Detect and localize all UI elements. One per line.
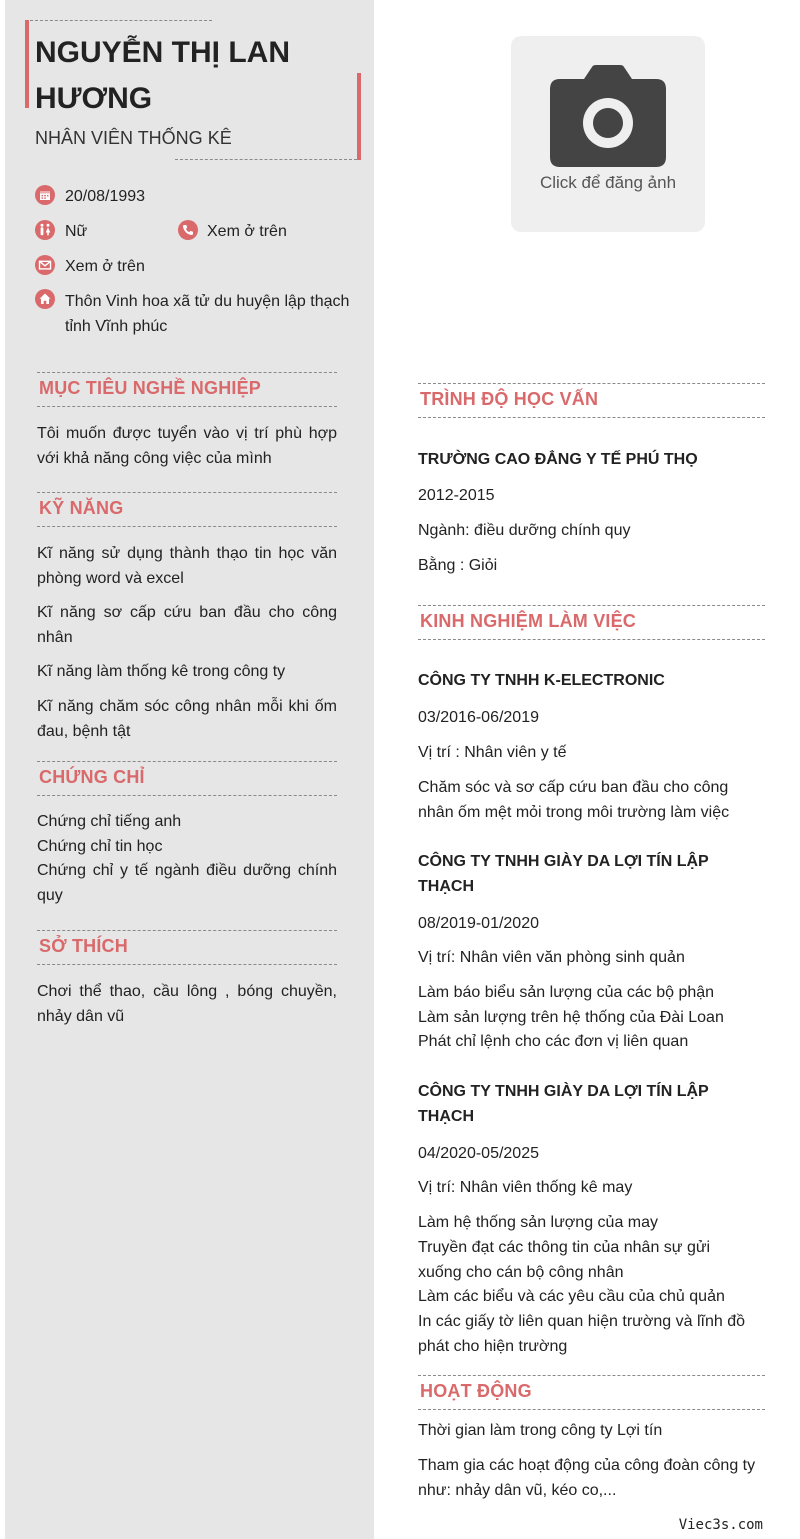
job-description-line[interactable]: Làm báo biểu sản lượng của các bộ phận	[418, 984, 715, 1001]
activity-item[interactable]: Tham gia các hoạt động của công đoàn công ty như: nhảy dân vũ, kéo co,...	[418, 1457, 756, 1499]
activity-item[interactable]: Thời gian làm trong công ty Lợi tín	[418, 1422, 663, 1439]
education-major[interactable]: Ngành: điều dưỡng chính quy	[418, 522, 631, 539]
job-period[interactable]: 04/2020-05/2025	[418, 1145, 539, 1162]
education-divider-bottom	[418, 417, 765, 418]
photo-upload[interactable]	[511, 36, 705, 232]
header-bottom-divider	[175, 159, 357, 160]
candidate-name[interactable]: NGUYỄN THỊ LAN HƯƠNG	[35, 36, 290, 115]
hobbies-divider-bottom	[37, 964, 337, 965]
email-icon	[35, 255, 55, 275]
job-description-line[interactable]: Làm sản lượng trên hệ thống của Đài Loan	[418, 1009, 724, 1026]
hobbies-heading[interactable]: SỞ THÍCH	[39, 936, 128, 956]
job-description-line[interactable]: Làm hệ thống sản lượng của may	[418, 1214, 659, 1231]
skill-item[interactable]: Kĩ năng chăm sóc công nhân mỗi khi ốm đau, bệnh tật	[37, 698, 337, 740]
home-icon	[35, 289, 55, 309]
job-description-line[interactable]: In các giấy tờ liên quan hiện trường và lĩnh đồ phát cho hiện trường	[418, 1313, 745, 1355]
gender-icon	[35, 220, 55, 240]
job-position[interactable]: Vị trí : Nhân viên y tế	[418, 744, 567, 761]
skill-item[interactable]: Kĩ năng sơ cấp cứu ban đầu cho công nhân	[37, 604, 337, 646]
certificate-item[interactable]: Chứng chỉ y tế ngành điều dưỡng chính quy	[37, 862, 337, 904]
objective-divider-bottom	[37, 406, 337, 407]
hobbies-divider-top	[37, 930, 337, 931]
gender[interactable]: Nữ	[65, 223, 88, 240]
activities-heading[interactable]: HOẠT ĐỘNG	[420, 1381, 532, 1401]
education-heading[interactable]: TRÌNH ĐỘ HỌC VẤN	[420, 389, 599, 409]
objective-heading[interactable]: MỤC TIÊU NGHỀ NGHIỆP	[39, 378, 262, 398]
camera-icon	[550, 65, 666, 167]
phone-icon	[178, 220, 198, 240]
job-period[interactable]: 03/2016-06/2019	[418, 709, 539, 726]
certificate-item[interactable]: Chứng chỉ tin học	[37, 838, 163, 855]
hobbies-text[interactable]: Chơi thể thao, cầu lông , bóng chuyền, nhảy dân vũ	[37, 983, 337, 1025]
certificate-item[interactable]: Chứng chỉ tiếng anh	[37, 813, 182, 830]
experience-divider-top	[418, 605, 765, 606]
job-position[interactable]: Vị trí: Nhân viên thống kê may	[418, 1179, 633, 1196]
header-accent-left	[25, 20, 29, 108]
job-description-line[interactable]: Phát chỉ lệnh cho các đơn vị liên quan	[418, 1033, 689, 1050]
job-company[interactable]: CÔNG TY TNHH K-ELECTRONIC	[418, 672, 665, 689]
skill-item[interactable]: Kĩ năng làm thống kê trong công ty	[37, 663, 286, 680]
job-description[interactable]: Chăm sóc và sơ cấp cứu ban đầu cho công nhân ốm mệt mỏi trong môi trường làm việc	[418, 779, 730, 821]
address[interactable]: Thôn Vinh hoa xã tử du huyện lập thạch tỉnh Vĩnh phúc	[65, 293, 350, 335]
job-company[interactable]: CÔNG TY TNHH GIÀY DA LỢI TÍN LẬP THẠCH	[418, 853, 709, 895]
header-top-divider	[30, 20, 212, 21]
calendar-icon	[35, 185, 55, 205]
job-period[interactable]: 08/2019-01/2020	[418, 915, 539, 932]
job-description-line[interactable]: Truyền đạt các thông tin của nhân sự gửi xuống cho cán bộ công nhân	[418, 1239, 711, 1281]
objective-text[interactable]: Tôi muốn được tuyển vào vị trí phù hợp với khả năng công việc của mình	[37, 425, 337, 467]
education-divider-top	[418, 383, 765, 384]
skills-divider-top	[37, 492, 337, 493]
job-company[interactable]: CÔNG TY TNHH GIÀY DA LỢI TÍN LẬP THẠCH	[418, 1083, 709, 1125]
job-description-line[interactable]: Làm các biểu và các yêu cầu của chủ quản	[418, 1288, 725, 1305]
education-period[interactable]: 2012-2015	[418, 487, 495, 504]
education-school[interactable]: TRƯỜNG CAO ĐẲNG Y TẾ PHÚ THỌ	[418, 451, 698, 468]
job-position[interactable]: Vị trí: Nhân viên văn phòng sinh quản	[418, 949, 685, 966]
education-degree[interactable]: Bằng : Giỏi	[418, 557, 498, 574]
phone[interactable]: Xem ở trên	[207, 223, 287, 240]
certificates-heading[interactable]: CHỨNG CHỈ	[39, 767, 145, 787]
experience-divider-bottom	[418, 639, 765, 640]
skills-divider-bottom	[37, 526, 337, 527]
job-title[interactable]: NHÂN VIÊN THỐNG KÊ	[35, 128, 232, 148]
experience-heading[interactable]: KINH NGHIỆM LÀM VIỆC	[420, 611, 637, 631]
certificates-divider-bottom	[37, 795, 337, 796]
certificates-divider-top	[37, 761, 337, 762]
objective-divider-top	[37, 372, 337, 373]
header-accent-right	[357, 73, 361, 160]
skill-item[interactable]: Kĩ năng sử dụng thành thạo tin học văn phòng word và excel	[37, 545, 337, 587]
email[interactable]: Xem ở trên	[65, 258, 145, 275]
footer-watermark: Viec3s.com	[678, 1517, 763, 1533]
photo-upload-label: Click để đăng ảnh	[539, 173, 677, 192]
activities-divider-bottom	[418, 1409, 765, 1410]
birthday[interactable]: 20/08/1993	[65, 188, 146, 205]
skills-heading[interactable]: KỸ NĂNG	[39, 498, 124, 518]
activities-divider-top	[418, 1375, 765, 1376]
